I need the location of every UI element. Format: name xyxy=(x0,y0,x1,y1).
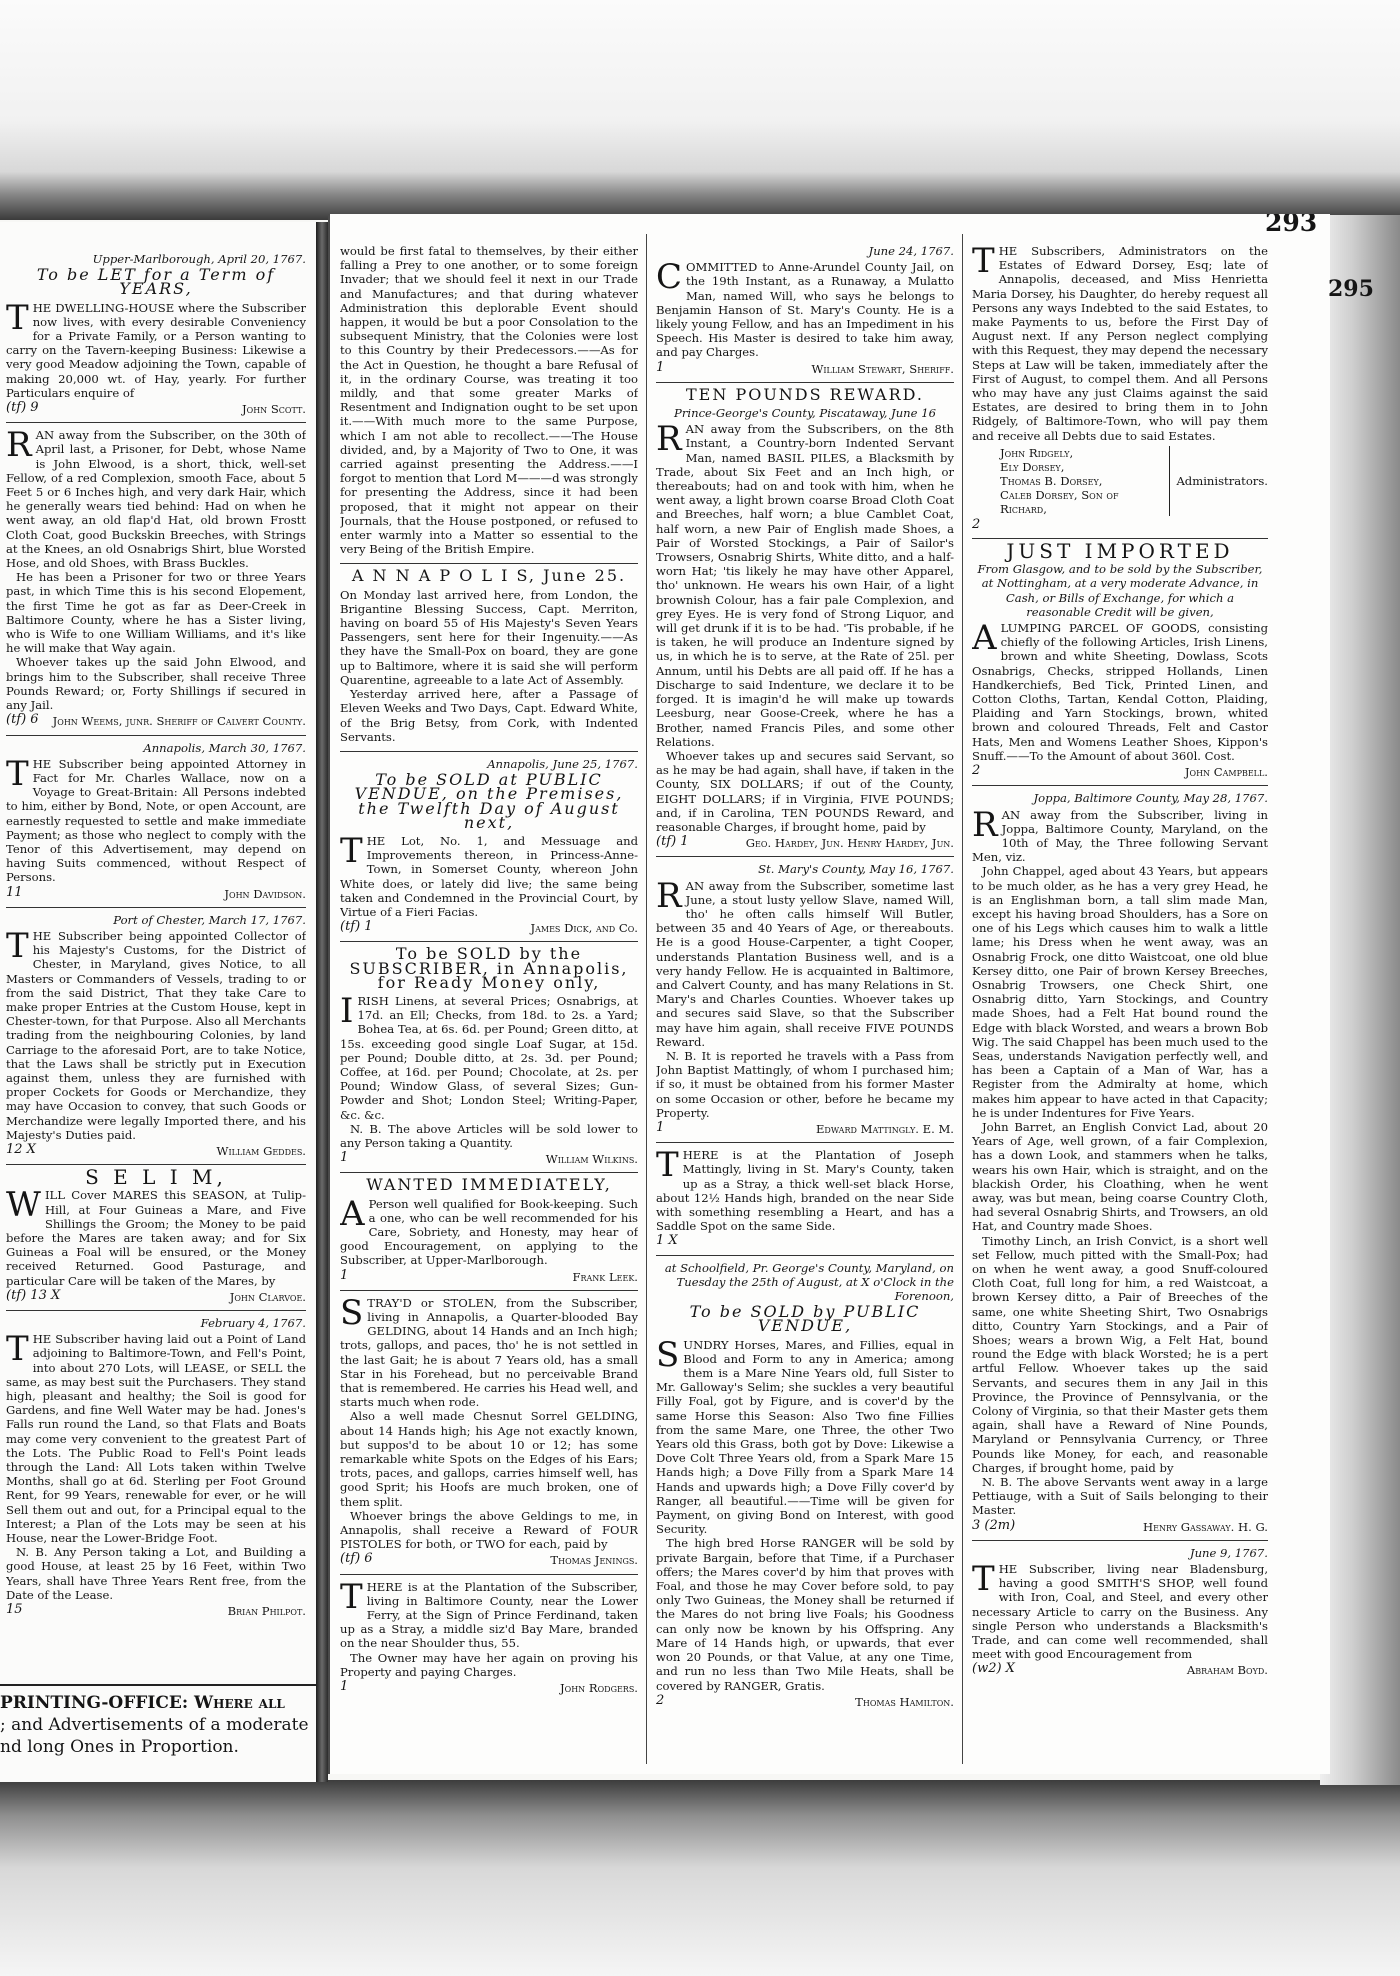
ad-text: AN away from the Subscriber, living in Joppa, Baltimore County, Maryland, on the 10th of May, the Three following Servant Men, viz. xyxy=(972,807,1268,865)
drop-capital: A xyxy=(340,1193,365,1234)
ad-paragraph xyxy=(972,244,1268,443)
ad-separator xyxy=(6,907,306,908)
advertisement xyxy=(656,1145,954,1249)
ad-paragraph xyxy=(972,1475,1268,1518)
drop-capital: W xyxy=(6,1185,41,1226)
ad-separator xyxy=(340,1574,638,1575)
ad-dateline: Prince-George's County, Piscataway, June 16 xyxy=(674,406,936,421)
signature-row xyxy=(972,764,1268,779)
ad-paragraph xyxy=(656,749,954,834)
signature-row xyxy=(656,1694,954,1709)
ad-text: Whoever takes up and secures said Servant, so as he may be had again, shall have, if taken in the County, SIX DOLLARS; if out of the County, EIGHT DOLLARS; if in Virginia, FIVE POUNDS; and, if in Carolina, TEN POUNDS Reward, and reasonable Charges, if brought home, paid by xyxy=(656,748,954,834)
ad-paragraph xyxy=(340,1576,638,1651)
signature-row xyxy=(340,920,638,935)
ad-text: TRAY'D or STOLEN, from the Subscriber, living in Annapolis, a Quarter-blooded Bay GELDING, about 14 Hands and an Inch high; trots, gallops, and paces, tho' he is not settled in the last Gait; he is about 7 Years old, has a small Star in his Forehead, but no perceivable Brand that is remembered. He carries his Head well, and starts much when rode. xyxy=(340,1295,638,1410)
drop-capital: C xyxy=(656,257,683,298)
ad-text: HE Subscriber, living near Bladensburg, having a good SMITH'S SHOP, well found with Iron, Coal, and Steel, and every other necessary Article to carry on the Business. Any single Person who understands a Blacksmith's Trade, and can come well recommended, shall meet with good Encouragement from xyxy=(972,1562,1268,1662)
ad-text: AN away from the Subscribers, on the 8th Instant, a Country-born Indented Servant Man, named BASIL PILES, a Blacksmith by Trade, about Six Feet and an Inch high, or thereabouts; had on and took with him, when he went away, a light brown coarse Broad Cloth Coat and Breeches, half worn; a blue Camblet Coat, half worn, a new Pair of English made Shoes, a Pair of Worsted Stockings, a Pair of Sailor's Trowsers, Osnabrig Shirts, White ditto, and a half-worn Hat; 'tis likely he may have other Apparel, tho' unknown. He wears his own Hair, of a light brownish Colour, has a fair pale Complexion, and grey Eyes. He is very fond of Strong Liquor, and will get drunk if it is to be had. 'Tis probable, if he is taken, he will produce an Indenture signed by us, in which he is to serve, at the Rate of 25l. per Annum, until his Debts are all paid off. If he has a Discharge to said Indenture, we declare it to be forged. It is imagin'd he will make up towards Leesburg, near Goose-Creek, where he has a Brother, named Francis Piles, and some other Relations. xyxy=(656,422,954,749)
signature-row xyxy=(6,713,306,728)
ad-dateline: June 9, 1767. xyxy=(1189,1545,1268,1560)
ad-headline: To be SOLD by the SUBSCRIBER, in Annapolis, for Ready Money only, xyxy=(349,944,629,992)
footer-line-3: nd long Ones in Proportion. xyxy=(0,1737,239,1757)
advertisement xyxy=(6,1165,306,1304)
ad-dateline: at Schoolfield, Pr. George's County, Maryland, on Tuesday the 25th of August, at X o'Clock in the Forenoon, xyxy=(664,1260,954,1304)
signature: Abraham Boyd. xyxy=(1186,1663,1268,1678)
drop-capital: S xyxy=(340,1292,364,1333)
ad-headline: To be SOLD by PUBLIC VENDUE, xyxy=(689,1302,921,1336)
drop-capital: T xyxy=(6,297,29,338)
ad-dateline: From Glasgow, and to be sold by the Subscriber, at Nottingham, at a very moderate Advance, in Cash, or Bills of Exchange, for which a reasonable Credit will be given, xyxy=(977,562,1263,619)
ad-paragraph xyxy=(972,864,1268,1120)
ad-text: Whoever brings the above Geldings to me, in Annapolis, shall receive a Reward of FOUR PISTOLES for both, or TWO for each, paid by xyxy=(340,1508,638,1552)
drop-capital: R xyxy=(656,875,682,916)
signature-row xyxy=(340,1269,638,1284)
ad-paragraph xyxy=(340,1509,638,1552)
administrators-label: Administrators. xyxy=(1176,473,1268,488)
ad-text: HE DWELLING-HOUSE where the Subscriber now lives, with every desirable Conveniency for a Private Family, or a Person wanting to carry on the Tavern-keeping Business: Likewise a very good Meadow adjoining the Town, capable of making 20,000 wt. of Hay, yearly. For further Particulars enquire of xyxy=(6,300,306,400)
ad-separator xyxy=(340,563,638,564)
ad-text: HE Lot, No. 1, and Messuage and Improvements thereon, in Princess-Anne-Town, in Somerset County, whereon John White does, or lately did live; the same being taken and Condemned in the Provincial Court, by Virtue of a Fieri Facias. xyxy=(340,833,638,919)
ad-paragraph xyxy=(656,1145,954,1234)
ad-paragraph xyxy=(656,1049,954,1120)
advertisement xyxy=(6,425,306,729)
ad-paragraph xyxy=(656,1536,954,1692)
insertion-mark: 1 X xyxy=(656,1233,678,1249)
ad-paragraph xyxy=(656,1334,954,1537)
advertisement xyxy=(340,1292,638,1568)
drop-capital: T xyxy=(340,830,363,871)
insertion-mark: (tf) 13 X xyxy=(6,1287,61,1303)
ad-text: HERE is at the Plantation of the Subscriber, living in Baltimore County, near the Lower Ferry, at the Sign of Prince Ferdinand, taken up as a Stray, a middle siz'd Bay Mare, branded on the near Shoulder thus, 55. xyxy=(340,1579,638,1651)
ad-paragraph xyxy=(656,875,954,1049)
ad-separator xyxy=(340,1172,638,1173)
drop-capital: T xyxy=(972,1559,995,1600)
insertion-mark: (tf) 1 xyxy=(656,834,689,850)
signature-row xyxy=(340,1151,638,1166)
ad-dateline: June 24, 1767. xyxy=(868,244,954,258)
drop-capital: T xyxy=(340,1576,363,1617)
insertion-mark: 2 xyxy=(656,1692,665,1708)
ad-separator xyxy=(656,1142,954,1143)
ad-paragraph xyxy=(656,257,954,360)
insertion-mark: (tf) 1 xyxy=(340,919,373,935)
signature: Brian Philpot. xyxy=(227,1604,306,1619)
ad-text: N. B. The above Servants went away in a large Pettiauge, with a Suit of Sails belonging to their Master. xyxy=(972,1475,1268,1518)
left-page xyxy=(0,222,319,1782)
advertisement xyxy=(656,244,954,376)
signature: Edward Mattingly. E. M. xyxy=(815,1121,954,1136)
printing-office-note xyxy=(0,1692,316,1758)
signature: John Clarvoe. xyxy=(229,1289,306,1304)
insertion-mark: 15 xyxy=(6,1602,23,1618)
advertisement xyxy=(340,1576,638,1696)
signature-row xyxy=(972,1662,1268,1677)
signature: Thomas Hamilton. xyxy=(855,1694,954,1709)
insertion-mark: 3 (2m) xyxy=(972,1517,1016,1533)
scan-shadow-top xyxy=(0,0,1400,220)
ad-separator xyxy=(6,1310,306,1311)
advertisement xyxy=(656,862,954,1136)
insertion-mark: 11 xyxy=(6,884,23,900)
ad-text: HE Subscriber being appointed Attorney in Fact for Mr. Charles Wallace, now on a Voyage to Great-Britain: All Persons indebted to him, either by Bond, Note, or open Account, are earnestly requested to settle and make immediate Payment; as those who neglect to comply with the Tenor of this Advertisement, may depend on having Suits commenced, without Respect of Persons. xyxy=(6,756,306,885)
advertisement xyxy=(6,252,306,416)
drop-capital: S xyxy=(656,1334,680,1375)
signature-row xyxy=(972,518,1268,532)
column-rule-2 xyxy=(962,234,963,1764)
advertisement xyxy=(972,244,1268,532)
ad-separator xyxy=(656,382,954,383)
ad-paragraph xyxy=(340,1409,638,1508)
signature: John Scott. xyxy=(242,402,306,417)
signature-row xyxy=(6,1603,306,1618)
ad-paragraph xyxy=(340,1193,638,1268)
drop-capital: T xyxy=(6,753,29,794)
insertion-mark: (tf) 9 xyxy=(6,400,39,416)
insertion-mark: 1 xyxy=(656,359,665,375)
ad-text: would be first fatal to themselves, by their either falling a Prey to one another, or to some foreign Invader; that we should feel it next in our Trade and Manufactures; and that during whatever Administration this deplorable Event should happen, it would be but a poor Consolation to the subsequent Ministry, that the Colonies were lost to this Country by their Predecessors.——As for the Act in Question, he thought a bare Refusal of it, in the ordinary Course, was treating it too mildly, and that some greater Marks of Resentment and Indignation ought to be set upon it.——With much more to the same Purpose, which I am not able to recollect.——The House divided, and, by a Majority of Two to One, it was carried against presenting the Address.——I forgot to mention that Lord M———d was strongly for presenting the Address, since it had been proposed, that it might not appear on their Journals, that the House postponed, or refused to enter warmly into a Matter so essential to the very Being of the British Empire. xyxy=(340,244,638,557)
ad-headline: WANTED IMMEDIATELY, xyxy=(366,1175,612,1195)
advertisement xyxy=(972,1546,1268,1678)
advertisement xyxy=(340,944,638,1167)
advertisement xyxy=(656,1261,954,1709)
administrators-list xyxy=(972,446,1170,516)
insertion-mark: 1 xyxy=(340,1679,349,1695)
ad-paragraph xyxy=(340,1122,638,1150)
administrators-block xyxy=(972,446,1268,516)
footer-line-1: PRINTING-OFFICE: Where all xyxy=(0,1693,285,1713)
ad-paragraph xyxy=(656,419,954,749)
ad-separator xyxy=(656,856,954,857)
ad-headline: S E L I M, xyxy=(85,1165,227,1190)
drop-capital: T xyxy=(972,244,995,281)
signature-row xyxy=(656,361,954,376)
signature: William Geddes. xyxy=(216,1143,306,1158)
left-page-column xyxy=(6,252,306,1672)
ad-separator xyxy=(656,1255,954,1256)
insertion-mark: (tf) 6 xyxy=(340,1551,373,1567)
ad-paragraph xyxy=(6,753,306,885)
ad-dateline: Annapolis, March 30, 1767. xyxy=(143,740,306,755)
ad-text: HE Subscriber being appointed Collector of his Majesty's Customs, for the District of Chester, in Maryland, gives Notice, to all Masters or Commanders of Vessels, trading to or from the said District, That they take Care to make proper Entries at the Custom House, kept in Chester-town, for that Purpose. Also all Merchants trading from the neighbouring Colonies, by land Carriage to the aforesaid Port, are to take Notice, that the Laws shall be strictly put in Execution against them, unless they are furnished with proper Cockets for Goods or Merchandize, they may have Occasion to convey, that such Goods or Merchandize were legally Imported there, and his Majesty's Duties paid. xyxy=(6,928,306,1142)
insertion-mark: 1 xyxy=(340,1267,349,1283)
signature: Henry Gassaway. H. G. xyxy=(1143,1519,1268,1534)
page-edge-right xyxy=(1320,215,1400,1785)
ad-paragraph xyxy=(972,1559,1268,1662)
ad-dateline: St. Mary's County, May 16, 1767. xyxy=(758,862,954,877)
ad-headline: To be LET for a Term of YEARS, xyxy=(36,265,276,299)
ad-paragraph xyxy=(6,655,306,712)
administrator-name: Caleb Dorsey, Son of Richard, xyxy=(1000,487,1119,516)
ad-headline: TEN POUNDS REWARD. xyxy=(686,384,924,404)
insertion-mark: (tf) 6 xyxy=(6,712,39,728)
right-column-2 xyxy=(656,244,954,1754)
ad-separator xyxy=(6,422,306,423)
signature: John Campbell. xyxy=(1184,765,1268,780)
ad-separator xyxy=(340,941,638,942)
ad-paragraph xyxy=(6,925,306,1142)
drop-capital: R xyxy=(6,425,32,466)
ad-text: N. B. It is reported he travels with a Pass from John Baptist Mattingly, of whom I purchased him; if so, it must be obtained from his former Master on some Occasion or other, before he became my Property. xyxy=(656,1048,954,1120)
signature: William Wilkins. xyxy=(545,1152,638,1167)
ad-separator xyxy=(6,735,306,736)
ad-paragraph xyxy=(340,244,638,556)
ad-text: ILL Cover MARES this SEASON, at Tulip-Hill, at Four Guineas a Mare, and Five Shillings the Groom; the Money to be paid before the Mares are taken away; and for Six Guineas a Foal will be ensured, or the Money received Returned. Good Pasturage, and particular Care will be taken of the Mares, by xyxy=(6,1188,306,1288)
ad-separator xyxy=(972,785,1268,786)
advertisement xyxy=(340,566,638,744)
signature: Frank Leek. xyxy=(572,1269,638,1284)
ad-headline: A N N A P O L I S, June 25. xyxy=(351,566,627,586)
ad-text: N. B. Any Person taking a Lot, and Building a good House, at least 25 by 16 Feet, within Two Years, shall have Three Years Rent free, from the Date of the Lease. xyxy=(6,1545,306,1602)
ad-text: John Chappel, aged about 43 Years, but appears to be much older, as he has a very grey Head, he is an Englishman born, a tall slim made Man, except his having broad Shoulders, has a Sore on one of his Legs which causes him to walk a little lame; his Dress when he went away, was an Osnabrig Frock, one ditto Waistcoat, one old blue Kersey ditto, one Pair of brown Kersey Breeches, Osnabrig Trowsers, one Check Shirt, one Osnabrig ditto, Yarn Stockings, and Country made Shoes, had a Felt Hat bound round the Edge with black Worsted, and wears a brown Bob Wig. The said Chappel has been much used to the Seas, understands Navigation perfectly well, and has been a Captain of a Man of War, has a Register from the Admiralty at home, which makes him appear to have acted in that Capacity; he is under Indentures for Five Years. xyxy=(972,864,1268,1120)
ad-separator xyxy=(340,751,638,752)
drop-capital: T xyxy=(6,925,29,966)
ad-text: Yesterday arrived here, after a Passage of Eleven Weeks and Two Days, Capt. Edward White, of the Brig Betsy, from Cork, with Indented Servants. xyxy=(340,687,638,744)
ad-dateline: Annapolis, June 25, 1767. xyxy=(487,756,638,771)
ad-dateline: Upper-Marlborough, April 20, 1767. xyxy=(92,252,306,266)
insertion-mark: 2 xyxy=(972,763,981,779)
signature-row xyxy=(6,1143,306,1158)
right-column-3 xyxy=(972,244,1268,1754)
ad-text: OMMITTED to Anne-Arundel County Jail, on the 19th Instant, as a Runaway, a Mulatto Man, named Will, who says he belongs to Benjamin Hanson of St. Mary's County. He is a likely young Fellow, and has an Impediment in his Speech. His Master is desired to take him away, and pay Charges. xyxy=(656,260,954,360)
ad-paragraph xyxy=(6,1545,306,1602)
ad-text: The high bred Horse RANGER will be sold by private Bargain, before that Time, if a Purchaser offers; the Mares cover'd by him that proves with Foal, and those he may Cover before sold, to pay only Two Guineas, the Money shall be returned if the Mares do not bring live Foals; his Goodness can only now be known by his Offspring. Any Mare of 14 Hands high, or upwards, that ever won 20 Pounds, or that Value, at any one Time, and run no less than Two Mile Heats, shall be covered by RANGER, Gratis. xyxy=(656,1536,954,1693)
signature: Thomas Jenings. xyxy=(550,1553,638,1568)
ad-separator xyxy=(340,1290,638,1291)
advertisement xyxy=(6,913,306,1158)
insertion-mark: 12 X xyxy=(6,1141,36,1157)
advertisement xyxy=(972,539,1268,780)
signature-row xyxy=(6,1289,306,1304)
scan-shadow-bottom xyxy=(0,1780,1400,1976)
ad-text: The Owner may have her again on proving his Property and paying Charges. xyxy=(340,1650,638,1679)
signature-row xyxy=(972,1519,1268,1534)
ad-text: He has been a Prisoner for two or three Years past, in which Time this is his second Elopement, the first Time he got as far as Deer-Creek in Baltimore County, where he has a Sister living, who is Wife to one William Williams, and it's like he will make that Way again. xyxy=(6,570,306,656)
signature-row xyxy=(656,1121,954,1136)
ad-text: On Monday last arrived here, from London, the Brigantine Blessing Success, Capt. Merriton, having on board 55 of His Majesty's Seven Years Passengers, sent here for their Ingenuity.——As they have the Small-Pox on board, they are gone up to Baltimore, where it is said she will perform Quarentine, agreeable to a late Act of Assembly. xyxy=(340,587,638,687)
ad-paragraph xyxy=(6,297,306,400)
signature-row xyxy=(656,835,954,850)
advertisement xyxy=(340,244,638,557)
signature-row xyxy=(656,1234,954,1248)
page-number-293: 293 xyxy=(1265,214,1318,237)
ad-text: John Barret, an English Convict Lad, about 20 Years of Age, well grown, of a fair Complexion, has a down Look, and stammers when he talks, wears his own Hair, which is straight, and on the blackish Order, his Cloathing, when he went away, was but mean, being coarse Country Cloth, had several Osnabrig Shirts, and Trowsers, an old Hat, and Country made Shoes. xyxy=(972,1119,1268,1234)
insertion-mark: 2 xyxy=(972,516,981,532)
ad-headline: To be SOLD at PUBLIC VENDUE, on the Premises, the Twelfth Day of August next, xyxy=(354,770,624,832)
ad-paragraph xyxy=(340,1292,638,1410)
signature: John Davidson. xyxy=(224,886,306,901)
ad-paragraph xyxy=(6,570,306,655)
column-rule-1 xyxy=(646,234,647,1764)
ad-paragraph xyxy=(6,1329,306,1546)
ad-text: HERE is at the Plantation of Joseph Mattingly, living in St. Mary's County, taken up as a Stray, a thick well-set black Horse, about 12½ Hands high, branded on the near Side with something resembling a Heart, and has a Saddle Spot on the same Side. xyxy=(656,1148,954,1234)
advertisement xyxy=(6,741,306,901)
ad-text: UNDRY Horses, Mares, and Fillies, equal in Blood and Form to any in America; among them is a Mare Nine Years old, full Sister to Mr. Galloway's Selim; she suckles a very beautiful Filly Foal, got by Figure, and is cover'd by the same Horse this Season: Also Two fine Fillies from the same Mare, one Three, the other Two Years old this Grass, both got by Dove: Likewise a Dove Colt Three Years old, from a Spark Mare 15 Hands high; a Dove Filly from a Spark Mare 14 Hands and upwards high; a Dove Filly cover'd by Ranger, all beautiful.——Time will be given for Payment, on giving Bond on Interest, with good Security. xyxy=(656,1337,954,1537)
drop-capital: I xyxy=(340,990,354,1031)
ad-paragraph xyxy=(340,588,638,687)
ad-text: Whoever takes up the said John Elwood, and brings him to the Subscriber, shall receive Three Pounds Reward; or, Forty Shillings if secured in any Jail. xyxy=(6,655,306,713)
ad-separator xyxy=(972,1540,1268,1541)
administrator-name: Ely Dorsey, xyxy=(1000,459,1065,474)
signature: John Rodgers. xyxy=(560,1681,638,1696)
signature-row xyxy=(340,1552,638,1567)
drop-capital: R xyxy=(656,419,682,460)
ad-paragraph xyxy=(972,618,1268,763)
ad-dateline: February 4, 1767. xyxy=(200,1316,306,1331)
ad-text: N. B. The above Articles will be sold lower to any Person taking a Quantity. xyxy=(340,1121,638,1150)
ad-dateline: Port of Chester, March 17, 1767. xyxy=(113,912,306,927)
ad-text: HE Subscribers, Administrators on the Estates of Edward Dorsey, Esq; late of Annapolis, deceased, and Miss Henrietta Maria Dorsey, his Daughter, do hereby request all Persons any ways Indebted to the said Estates, to make Payments to us, before the First Day of August next. If any Person neglect complying with this Request, they may depend the necessary Steps at Law will be taken, immediately after the First of August, to compel them. And all Persons who may have any just Claims against the said Estates, are desired to bring them in to John Ridgely, of Baltimore-Town, who will pay them and receive all Debts due to said Estates. xyxy=(972,244,1268,443)
drop-capital: A xyxy=(972,618,997,659)
ad-text: LUMPING PARCEL OF GOODS, consisting chiefly of the following Articles, Irish Linens, brown and white Sheeting, Dowlass, Scots Osnabrigs, Checks, stripped Hollands, Linen Handkerchiefs, Bed Tick, Printed Linen, and Cotton Cloths, Tartan, Kendal Cotton, Plaiding, Plaiding and Yarn Stockings, brown, whited brown and coloured Threads, Felt and Castor Hats, Men and Womens Leather Shoes, Kippon's Snuff.——To the Amount of about 360l. Cost. xyxy=(972,621,1268,763)
advertisement xyxy=(6,1316,306,1618)
ad-paragraph xyxy=(340,990,638,1122)
advertisement xyxy=(656,384,954,851)
insertion-mark: 1 xyxy=(656,1119,665,1135)
right-column-1 xyxy=(340,244,638,1754)
advertisement xyxy=(972,791,1268,1534)
signature: Geo. Hardey, Jun. Henry Hardey, Jun. xyxy=(745,836,954,851)
insertion-mark: (w2) X xyxy=(972,1661,1015,1677)
administrator-name: John Ridgely, xyxy=(1000,445,1074,460)
ad-text: AN away from the Subscriber, sometime last June, a stout lusty yellow Slave, named Will, tho' he often calls himself Will Butler, between 35 and 40 Years of Age, or thereabouts. He is a good House-Carpenter, a tight Cooper, understands Plantation Business well, and is a very handy Fellow. He is acquainted in Baltimore, and Calvert County, and has many Relations in St. Mary's and Charles Counties. Whoever takes up and secures said Slave, so that the Subscriber may have him again, shall receive FIVE POUNDS Reward. xyxy=(656,878,954,1049)
administrator-name: Thomas B. Dorsey, xyxy=(1000,473,1103,488)
ad-paragraph xyxy=(972,1234,1268,1475)
ad-text: Timothy Linch, an Irish Convict, is a short well set Fellow, much pitted with the Small-Pox; had on when he went away, a good Snuff-coloured Cloth Coat, full long for him, a red Waistcoat, a brown Kersey ditto, a Pair of Breeches of the same, one white Sheeting Shirt, Two Osnabrigs ditto, Country Yarn Stockings, and a Pair of Shoes; wears a brown Wig, a Felt Hat, bound round the Edge with black Worsted; he is a pert artful Fellow. Whoever takes up the said Servants, and secures them in any Jail in this Province, the Province of Pennsylvania, or the Colony of Virginia, so that their Master gets them again, shall have a Reward of Nine Pounds, Maryland or Pennsylvania Currency, or Three Pounds like Money, for each, and reasonable Charges, if brought home, paid by xyxy=(972,1233,1268,1475)
page-number-295: 295 xyxy=(1328,276,1374,302)
ad-paragraph xyxy=(340,830,638,919)
signature: James Dick, and Co. xyxy=(530,921,638,936)
ad-paragraph xyxy=(972,1120,1268,1234)
signature: John Weems, junr. Sheriff of Calvert County. xyxy=(52,714,306,729)
ad-dateline: Joppa, Baltimore County, May 28, 1767. xyxy=(1033,791,1268,806)
footer-line-2: ; and Advertisements of a moderate xyxy=(0,1715,309,1735)
drop-capital: T xyxy=(656,1145,679,1186)
drop-capital: R xyxy=(972,804,998,845)
insertion-mark: 1 xyxy=(340,1150,349,1166)
right-page xyxy=(328,214,1330,1774)
ad-paragraph xyxy=(340,687,638,744)
ad-text: Also a well made Chesnut Sorrel GELDING, about 14 Hands high; his Age not exactly known, but suppos'd to be about 10 or 12; has some remarkable white Spots on the Edges of his Ears; trots, paces, and gallops, carries himself well, has good Sprit; his Hoofs are much broken, one of them split. xyxy=(340,1409,638,1509)
ad-text: RISH Linens, at several Prices; Osnabrigs, at 17d. an Ell; Checks, from 18d. to 2s. a Yard; Bohea Tea, at 6s. 6d. per Pound; Green ditto, at 15s. exceeding good single Loaf Sugar, at 15d. per Pound; Double ditto, at 2s. 3d. per Pound; Coffee, at 16d. per Pound; Chocolate, at 2s. per Pound; Window Glass, of several Sizes; Gun-Powder and Shot; London Steel; Writing-Paper, &c. &c. xyxy=(340,993,638,1122)
ad-paragraph xyxy=(972,804,1268,865)
ad-paragraph xyxy=(6,425,306,571)
ad-text: Person well qualified for Book-keeping. Such a one, who can be well recommended for his Care, Sobriety, and Honesty, may hear of good Encouragement, on applying to the Subscriber, at Upper-Marlborough. xyxy=(340,1196,638,1268)
ad-paragraph xyxy=(6,1185,306,1288)
ad-paragraph xyxy=(340,1651,638,1679)
book-gutter xyxy=(316,222,328,1782)
signature-row xyxy=(6,886,306,901)
signature-row xyxy=(6,401,306,416)
ad-headline: JUST IMPORTED xyxy=(1006,539,1234,564)
footer-rule xyxy=(0,1684,316,1686)
ad-text: AN away from the Subscriber, on the 30th of April last, a Prisoner, for Debt, whose Name is John Elwood, is a short, thick, well-set Fellow, of a red Complexion, smooth Face, about 5 Feet 5 or 6 Inches high, and very dark Hair, which he generally wears tied behind: Had on when he went away, an old flap'd Hat, old brown Frostt Cloth Coat, good Buckskin Breeches, with Strings at the Knees, an old Osnabrigs Shirt, blue Worsted Hose, and old Shoes, with Brass Buckles. xyxy=(6,428,306,571)
signature-row xyxy=(340,1680,638,1695)
advertisement xyxy=(340,757,638,935)
ad-text: HE Subscriber having laid out a Point of Land adjoining to Baltimore-Town, and Fell's Point, into about 270 Lots, will LEASE, or SELL the same, as may best suit the Purchasers. They stand high, pleasant and healthy; the Soil is good for Gardens, and fine Well Water may be had. Jones's Falls run round the Land, so that Flats and Boats may come very convenient to the greatest Part of the Lots. The Public Road to Fell's Point leads through the Land: All Lots taken within Twelve Months, shall go at 6d. Sterling per Foot Ground Rent, for 99 Years, renewable for ever, or he will Sell them out and out, for a Principal equal to the Interest; a Plan of the Lots may be seen at his House, near the Lower-Bridge Foot. xyxy=(6,1332,306,1546)
drop-capital: T xyxy=(6,1329,29,1370)
signature: William Stewart, Sheriff. xyxy=(811,361,954,376)
advertisement xyxy=(340,1175,638,1284)
